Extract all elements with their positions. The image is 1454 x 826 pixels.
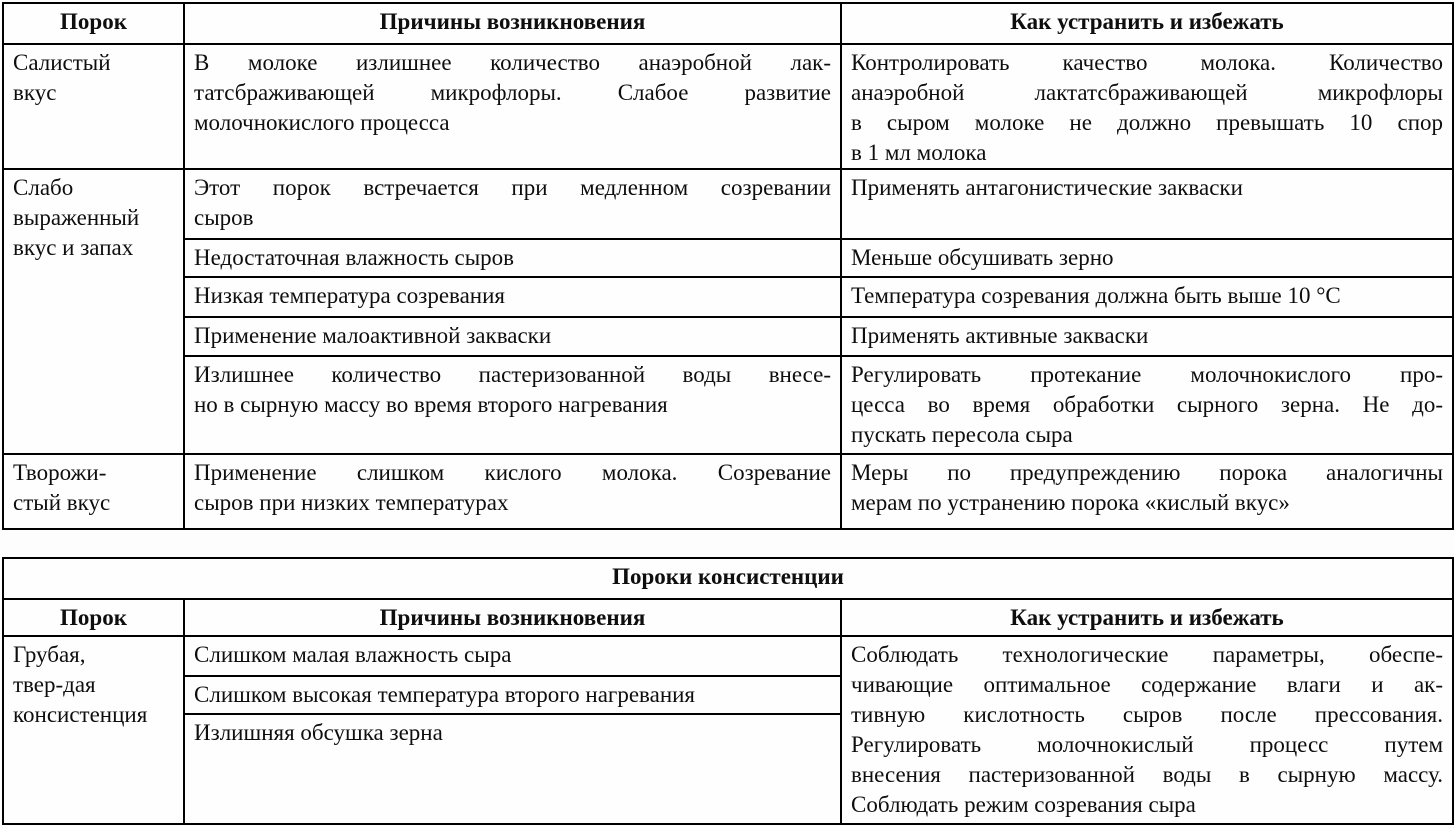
table-header-row [3, 599, 1453, 636]
header-remedy: Как устранить и избежать [841, 3, 1453, 44]
remedy-cell: Контролировать качество молока. Количество анаэробной лактатсбраживающей микрофлоры в сыром молоке не должно превышать 10 спор в 1 мл молока [841, 44, 1453, 169]
table-row [3, 454, 1453, 529]
cause-cell: Слишком высокая температура второго нагревания [184, 676, 841, 714]
remedy-cell: Применять активные закваски [841, 317, 1453, 356]
header-causes: Причины возникновения [184, 599, 841, 636]
table-row [3, 277, 1453, 317]
remedy-cell: Соблюдать технологические параметры, обеспе- чивающие оптимальное содержание влаги и ак- тивную кислотность сыров после прессования. Регулировать молочнокислый процесс путем внесения пастеризованной воды в сырную массу. Соблюдать режим созревания сыра [841, 636, 1453, 824]
defect-cell: Салистый вкус [3, 44, 184, 169]
cause-cell: Слишком малая влажность сыра [184, 636, 841, 676]
header-remedy: Как устранить и избежать [841, 599, 1453, 636]
remedy-cell: Регулировать протекание молочнокислого про- цесса во время обработки сырного зерна. Не до- пускать пересола сыра [841, 356, 1453, 454]
cause-cell: Излишняя обсушка зерна [184, 714, 841, 824]
table-row [3, 356, 1453, 454]
table-row [3, 169, 1453, 239]
table-title-row [3, 558, 1453, 599]
cause-cell: Применение слишком кислого молока. Созревание сыров при низких температурах [184, 454, 841, 529]
table-header-row [3, 3, 1453, 44]
table-title: Пороки консистенции [3, 558, 1453, 599]
defect-cell: Творожи- стый вкус [3, 454, 184, 529]
consistency-table [2, 557, 1454, 825]
cause-cell: Излишнее количество пастеризованной воды внесе- но в сырную массу во время второго нагревания [184, 356, 841, 454]
table-row [3, 317, 1453, 356]
cause-cell: Низкая температура созревания [184, 277, 841, 317]
remedy-cell: Меры по предупреждению порока аналогичны мерам по устранению порока «кислый вкус» [841, 454, 1453, 529]
cause-cell: Применение малоактивной закваски [184, 317, 841, 356]
defects-table [2, 2, 1454, 530]
defect-cell: Слабо выраженный вкус и запах [3, 169, 184, 454]
table-row [3, 636, 1453, 676]
cause-cell: Недостаточная влажность сыров [184, 239, 841, 277]
header-defect: Порок [3, 599, 184, 636]
remedy-cell: Меньше обсушивать зерно [841, 239, 1453, 277]
table-row [3, 44, 1453, 169]
table-row [3, 239, 1453, 277]
remedy-cell: Температура созревания должна быть выше 10 °C [841, 277, 1453, 317]
remedy-cell: Применять антагонистические закваски [841, 169, 1453, 239]
header-defect: Порок [3, 3, 184, 44]
cause-cell: Этот порок встречается при медленном созревании сыров [184, 169, 841, 239]
cause-cell: В молоке излишнее количество анаэробной лак- татсбраживающей микрофлоры. Слабое развитие молочнокислого процесса [184, 44, 841, 169]
header-causes: Причины возникновения [184, 3, 841, 44]
defect-cell: Грубая, твер-дая консистенция [3, 636, 184, 824]
